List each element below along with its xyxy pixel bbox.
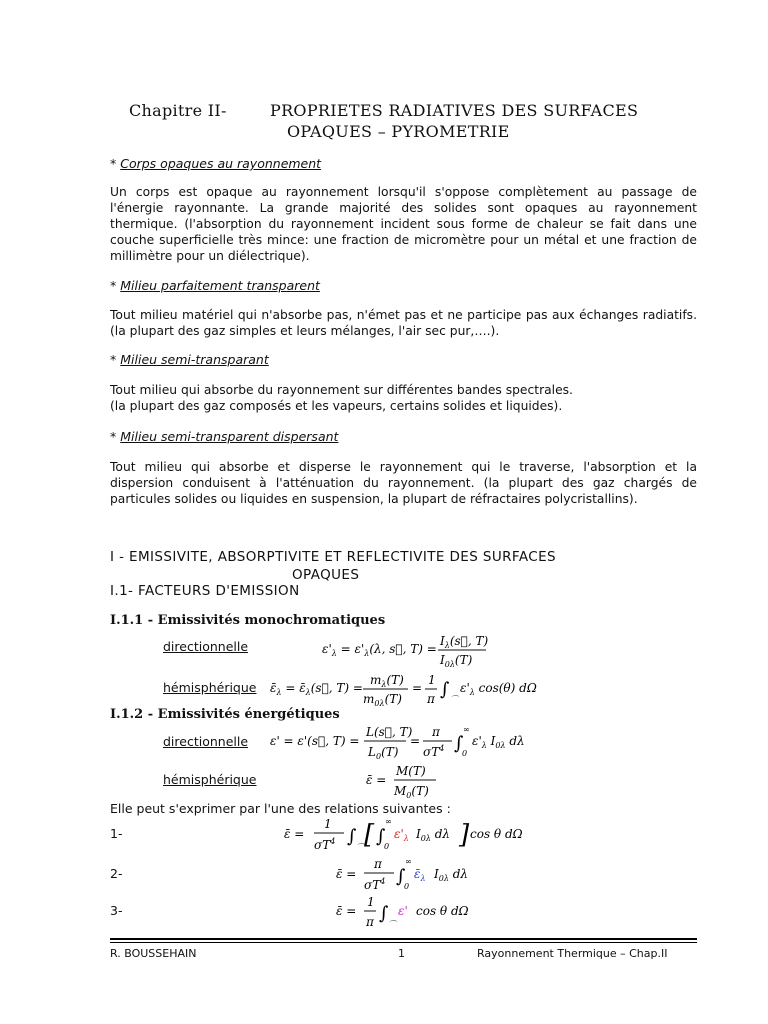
svg-text:=: = [410,734,421,748]
part1-heading-line2: OPAQUES [292,567,360,583]
section-heading-text: Milieu semi-transparent dispersant [120,429,339,444]
svg-text:[: [ [364,820,375,850]
svg-text:⌒: ⌒ [356,843,364,852]
chapter-title-line2: OPAQUES – PYROMETRIE [287,122,510,141]
svg-text:∫: ∫ [347,826,357,847]
svg-text:σT4: $\sigma T^4$ [423,744,445,759]
svg-text:∞: ∞ [385,817,392,826]
svg-text:π: π [366,915,374,929]
svg-text:σT4: $\sigma T^4$ [314,837,336,852]
svg-text:m0λ(T): $m_{0\lambda}(T)$ [363,692,402,706]
formula-svg [336,893,496,933]
svg-text:ε': ε' [398,904,408,918]
label-directionnelle-mono: directionnelle [163,639,249,654]
relation-number-3: 3- [110,903,123,918]
formula-svg [270,722,550,762]
svg-text:]: ] [459,820,470,850]
formula-eps-hemispherical-mono [270,670,560,709]
svg-text:∫: ∫ [454,733,464,754]
svg-text:L0(T): $L_0(T)$ [368,745,399,761]
heading-emissivites-monochromatiques: I.1.1 - Emissivités monochromatiques [110,613,386,628]
paragraph-semi-transparant-line1: Tout milieu qui absorbe du rayonnement sur différentes bandes spectrales. [110,383,573,397]
formula-svg [284,814,534,856]
svg-text:ε̄ =: ε̄ = [336,867,357,881]
svg-text:π: π [374,857,382,871]
paragraph-corps-opaques: Un corps est opaque au rayonnement lorsqu'il s'oppose complètement au passage de l'énergie rayonnante. La grande majorité des solides sont opaques au rayonnement thermique. (l'absorption du rayonnement incident sous forme de chaleur se fait dans une couche superficielle très mince: une fraction de micromètre pour un métal et une fraction de millimètre pour un diélectrique). [110,185,697,263]
chapter-label: Chapitre II- [129,101,227,120]
relation-number-1: 1- [110,826,123,841]
svg-text:π: π [432,725,440,739]
chapter-title-line1 [129,101,227,120]
relations-intro: Elle peut s'exprimer par l'une des relations suivantes : [110,801,451,816]
svg-text:∫: ∫ [376,826,386,847]
formula-svg [270,670,560,706]
paragraph-transparent: Tout milieu matériel qui n'absorbe pas, n'émet pas et ne participe pas aux échanges radiatifs. (la plupart des gaz simples et leurs mélanges, l'air sec pur,….). [110,308,697,338]
footer-course-title: Rayonnement Thermique – Chap.II [477,947,668,960]
svg-text:ε̄λ: $\varepsilon̄_\lambda$ [414,867,426,883]
svg-text:σT4: $\sigma T^4$ [364,877,386,892]
svg-text:M0(T): $M_0(T)$ [394,784,429,800]
formula-svg [322,633,502,669]
svg-text:∫: ∫ [440,679,450,700]
formula-eps-hemispherical-energ [366,762,446,803]
section-heading-text: Corps opaques au rayonnement [120,156,322,171]
footer-page-number: 1 [398,947,405,960]
footer-rule-thin [110,942,697,943]
svg-text:Iλ(s⃗, T): $I_\lambda(s⃗$, T) [440,634,489,650]
svg-text:ε'λ I0λ dλ: $\varepsilon'_\lambda$ $I_{0\lambda}$ dλ [472,734,525,750]
section-heading-corps-opaques [110,156,321,171]
footer-rule-thick [110,938,697,940]
svg-text:ε̄ =: ε̄ = [366,773,387,787]
svg-text:cos θ dΩ: cos θ dΩ [470,827,523,841]
bullet-star: * [110,156,117,171]
svg-text:ε'λ = ε'λ(λ, s⃗, T) =: $\varepsilon'_\lambda = \varepsilon'_\lambda(\lambda$, s⃗, T) = [322,642,437,658]
label-hemispherique-energ: hémisphérique [163,772,257,787]
svg-text:I0λ dλ: $I_{0\lambda}$ dλ [416,827,451,843]
svg-text:M(T): M(T) [396,764,426,778]
relation-number-2: 2- [110,866,123,881]
bullet-star: * [110,278,117,293]
label-hemispherique-mono: hémisphérique [163,680,257,695]
part1-subheading: I.1- FACTEURS D'EMISSION [110,583,300,599]
svg-text:∫: ∫ [379,903,389,924]
svg-text:∞: ∞ [405,857,412,866]
svg-text:I0λ(T): $I_{0\lambda}(T)$ [440,653,473,669]
svg-text:⌒: ⌒ [388,920,396,929]
bullet-star: * [110,352,117,367]
paragraph-dispersant: Tout milieu qui absorbe et disperse le rayonnement qui le traverse, l'absorption et la dispersion conduisent à l'atténuation du rayonnement. (la plupart des gaz chargés de particules solides ou liquides en suspension, la plupart de réfractaires polycristallins). [110,460,697,506]
svg-text:1: 1 [367,895,375,909]
formula-svg [336,854,496,896]
svg-text:ε̄ =: ε̄ = [284,827,305,841]
section-heading-dispersant [110,429,338,444]
formula-svg [366,762,446,800]
formula-eps-directional-mono [322,633,502,672]
svg-text:L(s⃗, T): L(s⃗, T) [366,725,413,739]
footer-author: R. BOUSSEHAIN [110,947,197,960]
paragraph-semi-transparant-line2: (la plupart des gaz composés et les vapeurs, certains solides et liquides). [110,399,563,413]
label-directionnelle-energ: directionnelle [163,734,249,749]
svg-text:1: 1 [428,673,436,687]
svg-text:ε'λ cos(θ) dΩ: $\varepsilon'_\lambda$ cos(θ) dΩ [460,681,537,697]
svg-text:mλ(T): $m_\lambda(T)$ [370,673,404,689]
section-heading-text: Milieu semi-transparant [120,352,269,367]
formula-eps-directional-energ [270,722,550,765]
svg-text:0: 0 [384,842,390,851]
section-heading-transparent [110,278,320,293]
part1-heading-line1: I - EMISSIVITE, ABSORPTIVITE ET REFLECTIVITE DES SURFACES [110,549,556,565]
svg-text:∞: ∞ [463,725,470,734]
svg-text:⌒: ⌒ [450,695,458,704]
bullet-star: * [110,429,117,444]
formula-relation-3 [336,893,496,936]
svg-text:ε̄ =: ε̄ = [336,904,357,918]
svg-text:cos θ dΩ: cos θ dΩ [416,904,469,918]
heading-emissivites-energetiques: I.1.2 - Emissivités énergétiques [110,707,340,722]
svg-text:0: 0 [462,749,468,758]
svg-text:0: 0 [404,882,410,891]
section-heading-semi-transparant [110,352,269,367]
svg-text:1: 1 [324,817,332,831]
chapter-title-text: PROPRIETES RADIATIVES DES SURFACES [270,101,639,120]
formula-relation-1 [284,814,534,859]
svg-text:∫: ∫ [396,866,406,887]
svg-text:ε' = ε'(s⃗, T) =: ε' = ε'(s⃗, T) = [270,734,360,748]
svg-text:π: π [427,692,435,706]
svg-text:ε̄λ = ε̄λ(s⃗, T) =: $\varepsilon̄_\lambda$ = $\varepsilon̄_\lambda(s⃗$, T) = [270,681,363,697]
svg-text:I0λ dλ: $I_{0\lambda}$ dλ [434,867,469,883]
svg-text:=: = [412,681,423,695]
section-heading-text: Milieu parfaitement transparent [120,278,320,293]
svg-text:ε'λ: $\varepsilon'_\lambda$ [394,827,409,843]
